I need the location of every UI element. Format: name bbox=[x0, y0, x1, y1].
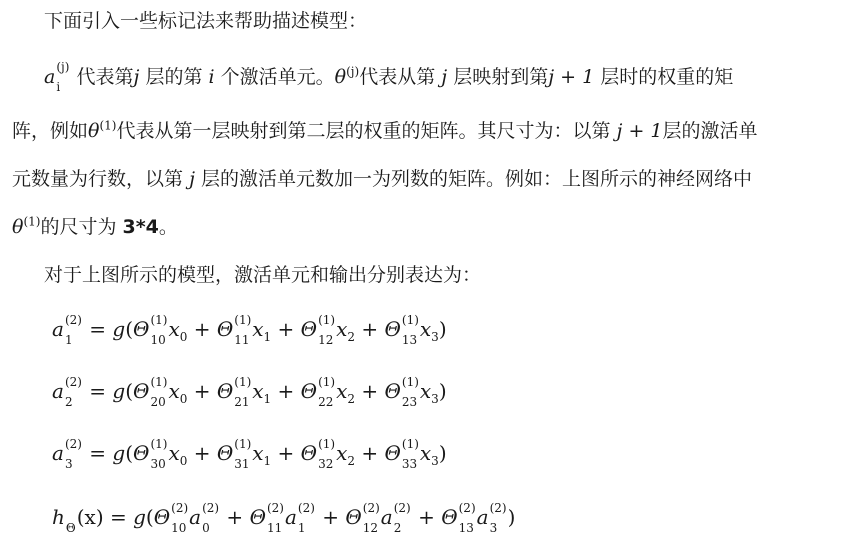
subscript: 21 bbox=[234, 394, 250, 409]
equals-sign: = bbox=[82, 317, 113, 341]
script-stack bbox=[64, 436, 82, 471]
para1-line4: $\theta^{(1)}$的尺寸为 3*4。 bbox=[12, 214, 178, 238]
equation-4 bbox=[52, 500, 516, 535]
theta-symbol: Θ bbox=[216, 441, 234, 465]
script-stack bbox=[234, 374, 252, 409]
theta-symbol: Θ bbox=[441, 505, 458, 529]
variable: x bbox=[336, 317, 348, 341]
script-stack bbox=[318, 436, 336, 471]
theta-symbol: Θ bbox=[216, 317, 234, 341]
superscript: (1) bbox=[234, 312, 252, 327]
subscript: 20 bbox=[150, 394, 166, 409]
open-paren: ( bbox=[125, 441, 134, 465]
superscript: (1) bbox=[401, 436, 419, 451]
plus-sign: + bbox=[187, 441, 217, 465]
open-paren: ( bbox=[125, 317, 134, 341]
variable-subscript: 0 bbox=[179, 330, 188, 344]
para2-line: 对于上图所示的模型，激活单元和输出分别表达为： bbox=[44, 264, 482, 286]
plus-sign: + bbox=[271, 379, 301, 403]
variable: a bbox=[380, 505, 393, 529]
variable-subscript: 2 bbox=[347, 392, 355, 406]
superscript: (1) bbox=[401, 374, 419, 389]
theta-symbol: Θ bbox=[133, 441, 150, 465]
subscript: 33 bbox=[401, 456, 418, 471]
script-stack bbox=[234, 436, 252, 471]
variable-subscript: 2 bbox=[347, 330, 355, 344]
script-stack bbox=[150, 436, 168, 471]
plus-sign: + bbox=[271, 441, 301, 465]
script-stack bbox=[401, 436, 419, 471]
script-stack bbox=[362, 500, 380, 535]
superscript: (2) bbox=[458, 500, 476, 515]
para1-line3: 元数量为行数，以第 j 层的激活单元数加一为列数的矩阵。例如：上图所示的神经网络中 bbox=[12, 168, 753, 190]
close-paren: ) bbox=[507, 505, 516, 529]
theta-symbol: Θ bbox=[133, 317, 150, 341]
variable-subscript: 3 bbox=[431, 454, 439, 468]
subscript: 22 bbox=[318, 394, 334, 409]
theta-symbol: Θ bbox=[300, 379, 318, 403]
subscript: 12 bbox=[318, 332, 334, 347]
variable-subscript: 2 bbox=[347, 454, 355, 468]
subscript: 1 bbox=[64, 332, 73, 347]
superscript: (2) bbox=[362, 500, 380, 515]
script-stack bbox=[297, 500, 315, 535]
variable: x bbox=[252, 441, 264, 465]
plus-sign: + bbox=[187, 379, 217, 403]
variable-subscript: 1 bbox=[263, 330, 272, 344]
equation-lhs-symbol: a bbox=[52, 317, 64, 341]
plus-sign: + bbox=[355, 441, 385, 465]
intro-line: 下面引入一些标记法来帮助描述模型： bbox=[44, 10, 368, 32]
equals-sign: = bbox=[103, 505, 134, 529]
equation-lhs-symbol: a bbox=[52, 379, 64, 403]
subscript: 12 bbox=[362, 520, 379, 535]
superscript: (1) bbox=[318, 436, 336, 451]
theta-symbol: Θ bbox=[384, 441, 401, 465]
superscript: (2) bbox=[489, 500, 507, 515]
variable: x bbox=[168, 441, 180, 465]
para1-line1: a (j) i 代表第j 层的第 i 个激活单元。$\theta^{(j)}$代表从第 j 层映射到第j + 1 层时的权重的矩 bbox=[44, 60, 734, 94]
theta-symbol: Θ bbox=[153, 505, 171, 529]
script-stack bbox=[489, 500, 507, 535]
equals-sign: = bbox=[82, 379, 113, 403]
subscript: 10 bbox=[171, 520, 187, 535]
theta-symbol: Θ bbox=[216, 379, 234, 403]
theta-symbol: Θ bbox=[345, 505, 362, 529]
superscript: (1) bbox=[401, 312, 419, 327]
variable: x bbox=[336, 379, 348, 403]
subscript: 11 bbox=[266, 520, 283, 535]
equation-2 bbox=[52, 374, 447, 409]
close-paren: ) bbox=[438, 317, 447, 341]
superscript bbox=[66, 502, 76, 514]
variable: x bbox=[419, 317, 432, 341]
symbol-a: a (j) i bbox=[44, 60, 70, 94]
script-stack bbox=[150, 374, 168, 409]
subscript: 0 bbox=[202, 520, 210, 535]
subscript: 13 bbox=[401, 332, 418, 347]
superscript: (1) bbox=[150, 312, 168, 327]
superscript: (1) bbox=[150, 374, 168, 389]
script-stack bbox=[202, 500, 220, 535]
equation-lhs-arg: (x) bbox=[76, 505, 104, 529]
script-stack bbox=[401, 374, 419, 409]
theta-symbol: Θ bbox=[133, 379, 150, 403]
superscript: (1) bbox=[318, 312, 336, 327]
equation-1 bbox=[52, 312, 447, 347]
theta-symbol: Θ bbox=[384, 317, 401, 341]
plus-sign: + bbox=[355, 379, 385, 403]
subscript: 2 bbox=[64, 394, 73, 409]
variable: x bbox=[419, 441, 432, 465]
plus-sign: + bbox=[187, 317, 217, 341]
variable-subscript: 3 bbox=[431, 330, 439, 344]
plus-sign: + bbox=[271, 317, 301, 341]
equation-lhs-symbol: h bbox=[52, 505, 65, 529]
subscript: 11 bbox=[234, 332, 250, 347]
script-stack bbox=[318, 374, 336, 409]
symbol-theta: $\theta^{(1)}$ bbox=[88, 118, 117, 142]
open-paren: ( bbox=[145, 505, 154, 529]
superscript: (2) bbox=[266, 500, 284, 515]
superscript: (2) bbox=[171, 500, 189, 515]
variable-subscript: 1 bbox=[263, 454, 272, 468]
plus-sign: + bbox=[315, 505, 346, 529]
subscript: 10 bbox=[150, 332, 166, 347]
superscript: (2) bbox=[393, 500, 411, 515]
variable: x bbox=[168, 379, 180, 403]
variable: x bbox=[168, 317, 180, 341]
subscript: 1 bbox=[297, 520, 306, 535]
script-stack bbox=[318, 312, 336, 347]
plus-sign: + bbox=[220, 505, 250, 529]
function-g: g bbox=[133, 505, 146, 529]
theta-symbol: Θ bbox=[300, 441, 318, 465]
script-stack bbox=[150, 312, 168, 347]
superscript: (1) bbox=[234, 374, 252, 389]
theta-symbol: Θ bbox=[384, 379, 401, 403]
variable: x bbox=[252, 379, 264, 403]
superscript: (1) bbox=[318, 374, 336, 389]
subscript: 23 bbox=[401, 394, 418, 409]
close-paren: ) bbox=[438, 441, 447, 465]
subscript: 2 bbox=[393, 520, 402, 535]
script-stack bbox=[401, 312, 419, 347]
variable-subscript: 3 bbox=[431, 392, 439, 406]
script-stack bbox=[171, 500, 189, 535]
variable-subscript: 1 bbox=[263, 392, 272, 406]
equation-3 bbox=[52, 436, 447, 471]
theta-symbol: Θ bbox=[300, 317, 318, 341]
function-g: g bbox=[112, 317, 126, 341]
subscript: 31 bbox=[234, 456, 250, 471]
variable-subscript: 0 bbox=[179, 454, 188, 468]
subscript: Θ bbox=[65, 520, 76, 535]
symbol-theta: $\theta^{(1)}$ bbox=[12, 214, 41, 238]
variable-subscript: 0 bbox=[179, 392, 188, 406]
script-stack bbox=[266, 500, 284, 535]
subscript: 3 bbox=[64, 456, 73, 471]
equation-lhs-symbol: a bbox=[52, 441, 64, 465]
script-stack bbox=[234, 312, 252, 347]
plus-sign: + bbox=[411, 505, 442, 529]
script-stack bbox=[458, 500, 476, 535]
equals-sign: = bbox=[82, 441, 113, 465]
function-g: g bbox=[112, 379, 126, 403]
variable: x bbox=[336, 441, 348, 465]
theta-symbol: Θ bbox=[249, 505, 266, 529]
variable: a bbox=[476, 505, 489, 529]
superscript: (2) bbox=[64, 312, 82, 327]
variable: a bbox=[284, 505, 297, 529]
superscript: (2) bbox=[202, 500, 220, 515]
para1-line2: 阵，例如$\theta^{(1)}$代表从第一层映射到第二层的权重的矩阵。其尺寸为：以第 j + 1层的激活单 bbox=[12, 118, 758, 142]
close-paren: ) bbox=[438, 379, 447, 403]
script-stack bbox=[64, 312, 82, 347]
superscript: (2) bbox=[64, 436, 82, 451]
superscript: (2) bbox=[297, 500, 315, 515]
subscript: 32 bbox=[318, 456, 334, 471]
superscript: (1) bbox=[234, 436, 252, 451]
superscript: (2) bbox=[64, 374, 82, 389]
script-stack bbox=[393, 500, 411, 535]
plus-sign: + bbox=[355, 317, 385, 341]
open-paren: ( bbox=[125, 379, 134, 403]
subscript: 13 bbox=[458, 520, 474, 535]
superscript: (1) bbox=[150, 436, 168, 451]
script-stack bbox=[64, 374, 82, 409]
variable: x bbox=[252, 317, 264, 341]
function-g: g bbox=[112, 441, 126, 465]
symbol-theta: $\theta^{(j)}$ bbox=[334, 64, 360, 88]
variable: a bbox=[189, 505, 202, 529]
variable: x bbox=[419, 379, 432, 403]
subscript: 30 bbox=[150, 456, 166, 471]
script-stack bbox=[65, 507, 76, 535]
subscript: 3 bbox=[489, 520, 498, 535]
